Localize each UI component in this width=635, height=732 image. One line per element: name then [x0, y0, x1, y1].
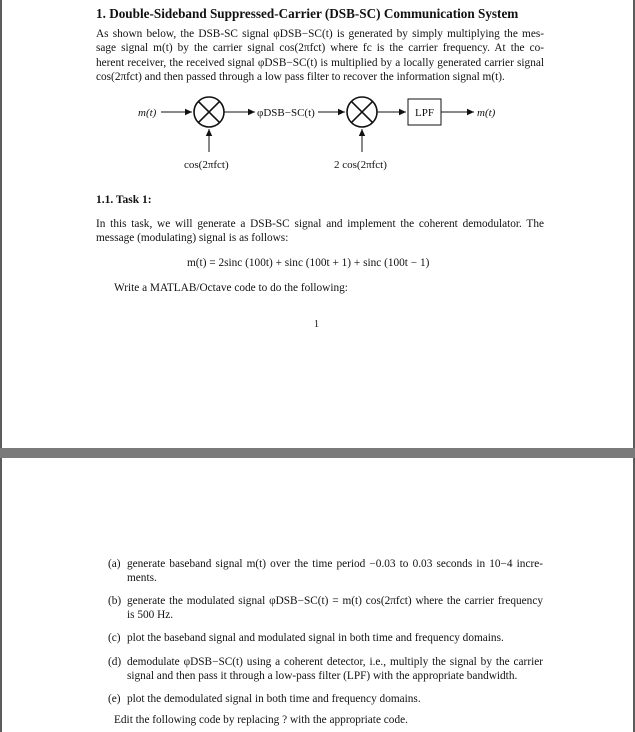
lpf-label: LPF — [415, 107, 434, 119]
intro-line: herent receiver, the received signal φDSB−SC(t) is multiplied by a locally generated carrier signal — [96, 56, 544, 69]
page-border-left — [0, 458, 2, 732]
carrier-label: cos(2πfct) — [184, 159, 229, 171]
message-signal-equation: m(t) = 2sinc (100t) + sinc (100t + 1) + sinc (100t − 1) — [187, 257, 430, 269]
intro-line: As shown below, the DSB-SC signal φDSB−SC(t) is generated by simply multiplying the mes- — [96, 28, 544, 40]
task-item-b — [108, 594, 543, 622]
output-signal-label: m(t) — [477, 107, 496, 119]
section-title: 1. Double-Sideband Suppressed-Carrier (DSB-SC) Communication System — [96, 6, 519, 21]
task-item-e — [108, 692, 543, 706]
item-line: demodulate φDSB−SC(t) using a coherent detector, i.e., multiply the signal by the carrier — [127, 656, 543, 668]
closing-instruction: Edit the following code by replacing ? with the appropriate code. — [114, 714, 408, 726]
task-item-c — [108, 631, 543, 645]
item-line: plot the demodulated signal in both time and frequency domains. — [127, 693, 421, 705]
task-intro-paragraph — [96, 217, 544, 246]
item-label: (a) — [108, 558, 121, 570]
intro-line: cos(2πfct) and then passed through a low pass filter to recover the information signal m(t). — [96, 70, 505, 83]
intro-line: sage signal m(t) by the carrier signal cos(2πfct) where fc is the carrier frequency. At the co- — [96, 42, 544, 55]
dsb-sc-block-diagram — [0, 0, 635, 190]
task-item-a — [108, 557, 543, 585]
page-number: 1 — [314, 319, 319, 330]
input-signal-label: m(t) — [138, 107, 157, 119]
instruction-text: Write a MATLAB/Octave code to do the following: — [114, 282, 348, 294]
task-intro-line: In this task, we will generate a DSB-SC signal and implement the coherent demodulator. The — [96, 218, 544, 230]
item-label: (e) — [108, 693, 121, 705]
item-line: signal and then pass it through a low-pass filter (LPF) with the appropriate bandwidth. — [127, 670, 518, 683]
item-line: generate the modulated signal φDSB−SC(t) = m(t) cos(2πfct) where the carrier frequency — [127, 595, 543, 607]
task-item-d — [108, 655, 543, 683]
item-line: plot the baseband signal and modulated signal in both time and frequency domains. — [127, 632, 504, 644]
item-label: (c) — [108, 632, 121, 644]
item-label: (d) — [108, 656, 122, 668]
local-carrier-label: 2 cos(2πfct) — [334, 159, 387, 171]
modulator-mixer-icon — [194, 97, 224, 127]
modulated-signal-label: φDSB−SC(t) — [257, 107, 315, 119]
subsection-title: 1.1. Task 1: — [96, 194, 152, 206]
page-separator — [0, 448, 635, 458]
task-intro-line: message (modulating) signal is as follows: — [96, 232, 289, 245]
item-line: is 500 Hz. — [127, 609, 174, 622]
item-line: generate baseband signal m(t) over the time period −0.03 to 0.03 seconds in 10−4 incre- — [127, 558, 543, 570]
item-label: (b) — [108, 595, 122, 607]
item-line: ments. — [127, 572, 157, 585]
demodulator-mixer-icon — [347, 97, 377, 127]
